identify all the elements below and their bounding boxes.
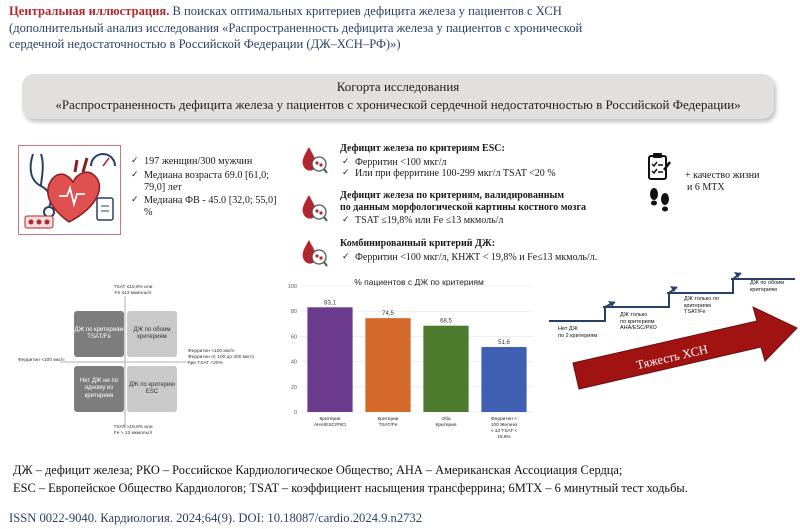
quadrant-bottom-label [108,425,158,437]
quadrant-right-label [188,349,254,367]
chart-value-label: 51,6 [498,339,510,346]
chart-y-tick: 40 [290,359,297,366]
abbreviations-footer [13,462,793,497]
chart-category-label: Критерии АНА/ESC/РКО [313,417,347,428]
quadrant-tr: ДЖ по обоим критериям [127,311,177,357]
blood-drop-icon [300,193,328,223]
iron-deficiency-bar-chart [277,272,539,454]
figure-header [9,3,709,53]
criteria-morph-title-2: по данным морфологической картины костного мозга [340,201,586,213]
chart-y-tick: 20 [290,384,297,391]
chart-bar [365,318,410,412]
footer-line-2: ESC – Европейское Общество Кардиологов; TSAT – коэффициент насыщения трансферрина; 6МТХ – 6 минутный тест ходьбы. [13,480,688,495]
chart-bar [481,347,526,412]
chart-bar [307,307,352,412]
outcomes-note [685,170,785,194]
chart-y-tick: 60 [290,334,297,341]
criteria-esc-title: Дефицит железа по критериям ESC: [340,143,505,154]
heart-stethoscope-icon [19,146,119,233]
severity-arrow-label: Тяжесть ХСН [634,342,710,373]
header-line-2: (дополнительный анализ исследования «Распространенность дефицита железа у пациентов с хронической [9,20,583,35]
header-line-3: сердечной недостаточностью в Российской Федерации (ДЖ–ХСН–РФ)») [9,37,401,51]
cohort-subtitle: «Распространенность дефицита железа у пациентов с хронической сердечной недостаточностью в Российской Федерации» [55,96,741,112]
header-line-1-text: В поисках оптимальных критериев дефицита железа у пациентов с ХСН [169,4,562,18]
severity-step-3-line-2: критериям [684,302,711,309]
severity-step-2-line-1: ДЖ только [620,312,648,318]
quadrant-right-label-1: Ферритин <100 мкг/л [188,349,235,354]
quadrant-bottom-label-2: Fe > 13 мкмоль/л [113,431,153,436]
severity-step-3 [684,296,719,316]
criteria-esc [340,143,640,180]
quadrant-right-label-2: Ферритин от 100 до 300 мкг/л [188,355,255,360]
chart-y-tick: 100 [287,284,297,290]
severity-step-2-line-3: АНА/ESC/РКО [620,325,657,332]
blood-drop-icon [300,238,328,268]
severity-step-1-line-1: Нет ДЖ [558,326,578,332]
severity-step-3-line-3: TSAT/Fe [684,309,706,316]
blood-drop-icon [300,145,328,175]
header-line-1 [9,3,709,20]
criteria-item: ✓ Или при ферритине 100-299 мкг/л TSAT <20 % [342,168,640,180]
chart-value-label: 83,1 [324,300,336,307]
stairs-arrowheads [608,272,741,307]
quadrant-top-label-2: Fe ≤13 мкмоль/л [114,291,152,296]
criteria-combined-list [340,252,660,264]
chart-value-label: 68,5 [440,318,452,325]
severity-step-4 [750,280,784,293]
quadrant-br: ДЖ по критерию ESC [127,366,177,412]
criteria-morph-title-1: Дефицит железа по критериям, валидированным [340,190,565,201]
chart-y-tick: 80 [290,309,297,316]
questionnaire-icon [647,152,671,182]
outcomes-line-2: и 6 МТХ [687,182,725,193]
severity-step-4-line-2: критериям [750,286,777,293]
chart-bar [423,326,468,412]
footer-line-1: ДЖ – дефицит железа; РКО – Российское Кардиологическое Общество; АНА – Американская Ассоциация Сердца; [13,463,623,477]
severity-step-1-line-2: по 2 критериям [558,332,598,339]
criteria-item: ✓ Ферритин <100 мкг/л, КНЖТ < 19,8% и Fe≤13 мкмоль/л. [342,252,660,264]
quadrant-top-label-1: TSAT ≤19,8% или [113,285,153,290]
heart-illustration-panel [18,145,121,235]
demographics-item: ✓ Медиана возраста 69.0 [61,0; 79,0] лет [131,170,281,194]
citation: ISSN 0022-9040. Кардиология. 2024;64(9). DOI: 10.18087/cardio.2024.9.n2732 [9,511,423,525]
chart-category-label: Критерии TSAT/Fe [377,417,399,428]
chart-bars [307,300,526,440]
criteria-combined-title: Комбинированный критерий ДЖ: [340,238,496,249]
severity-step-2-line-2: по критериям [620,318,655,325]
header-highlight: Центральная иллюстрация. [9,4,170,18]
demographics-list [131,156,281,221]
cohort-title: Когорта исследования [336,79,460,94]
footprints-icon [648,186,672,214]
chart-y-tick: 0 [293,410,297,416]
chart-value-label: 74,5 [382,311,394,318]
severity-step-4-line-1: ДЖ по обоим [750,280,785,286]
criteria-item: ✓ Ферритин <100 мкг/л [342,157,640,169]
severity-step-1 [558,326,597,339]
demographics-item: ✓ Медиана ФВ - 45.0 [32,0; 55,0] % [131,195,281,219]
quadrant-left-label: Ферритин <100 мкг/л [18,358,65,363]
chart-title: % пациентов с ДЖ по критериям [354,277,484,287]
cohort-box [22,74,774,119]
chart-category-label: Ферритин < 100 Железо < 13 TSAT < 19,8% [490,417,518,440]
demographics-item: ✓ 197 женщин/300 мужчин [131,156,281,168]
quadrant-bottom-label-1: TSAT >19,8% или [113,425,153,430]
criteria-item: ✓ TSAT ≤19,8% или Fe ≤13 мкмоль/л [342,215,640,227]
criteria-morph-list [340,215,640,227]
outcomes-line-1: + качество жизни [685,170,760,181]
severity-step-2 [620,312,657,332]
quadrant-right-label-3: при TSAT <20% [188,361,223,366]
severity-step-3-line-1: ДЖ только по [684,296,719,302]
criteria-morph [340,190,640,227]
criteria-combined [340,238,660,263]
quadrant-bl: Нет ДЖ ни по одному из критериев [74,366,124,412]
quadrant-tl: ДЖ по критериям TSAT/Fe [74,311,124,357]
criteria-esc-list [340,157,640,181]
chart-category-label: Оба Критерия [435,417,457,428]
